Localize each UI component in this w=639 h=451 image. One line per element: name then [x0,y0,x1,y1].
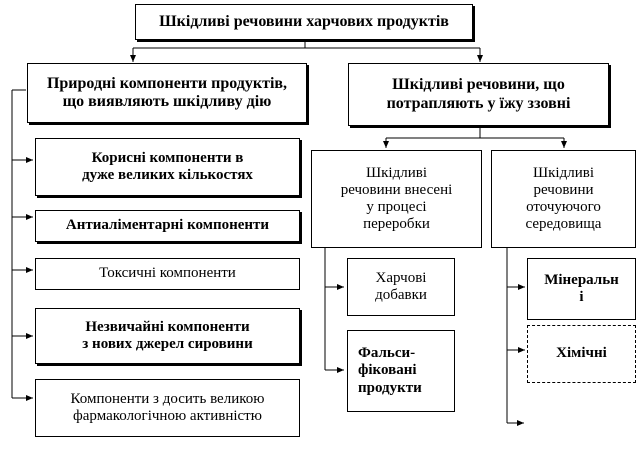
root-label: Шкідливі речовини харчових продуктів [159,12,449,30]
environment-substances-box [491,150,636,248]
external-substances-label-line2: потрапляють у їжу ззовні [386,94,571,112]
chemical-substances-label: Хімічні [556,345,607,362]
natural-components-label-line2: що виявляють шкідливу дію [62,93,272,110]
useful-components-line2: дуже великих кількостях [82,167,253,183]
mineral-substances-line2: і [579,289,584,305]
root-box [135,4,473,40]
toxic-components-label: Токсичні компоненти [99,265,236,282]
environment-substances-line3: оточуючого [526,199,601,215]
pharmacological-components-line1: Компоненти з досить великою [70,390,265,407]
useful-components-line1: Корисні компоненти в [91,149,244,166]
unusual-components-line1: Незвичайні компоненти [85,318,250,335]
food-additives-line2: добавки [375,287,427,303]
pharmacological-components-line2: фармакологічною активністю [73,408,262,424]
unusual-components-line2: з нових джерел сировини [82,336,253,352]
chemical-substances-box [527,325,636,383]
environment-substances-line2: речовини [533,181,594,198]
mineral-substances-line1: Мінеральн [544,271,619,288]
mineral-substances-box [527,258,636,320]
natural-components-box [27,63,307,123]
falsified-products-box [347,330,455,412]
antialimentary-components-label: Антиаліментарні компоненти [65,217,270,234]
processing-substances-line2: речовини внесені [340,181,453,198]
useful-components-box [35,138,300,196]
environment-substances-line1: Шкідливі [533,164,594,181]
processing-substances-box [311,150,482,248]
environment-substances-line4: середовища [525,216,602,233]
natural-components-label-line1: Природні компоненти продуктів, [46,74,288,92]
processing-substances-line4: переробки [363,216,430,233]
antialimentary-components-box [35,210,300,242]
external-substances-label-line1: Шкідливі речовини, що [392,76,565,94]
toxic-components-box [35,258,300,290]
processing-substances-line1: Шкідливі [366,164,427,181]
falsified-products-line2: фіковані [358,362,417,379]
unusual-components-box [35,308,300,364]
food-additives-box [347,258,455,316]
food-additives-line1: Харчові [375,269,427,286]
external-substances-box [348,63,609,126]
falsified-products-line3: продукти [358,379,422,396]
falsified-products-line1: Фальси- [358,345,416,362]
pharmacological-components-box [35,379,300,437]
processing-substances-line3: у процесі [366,199,427,215]
